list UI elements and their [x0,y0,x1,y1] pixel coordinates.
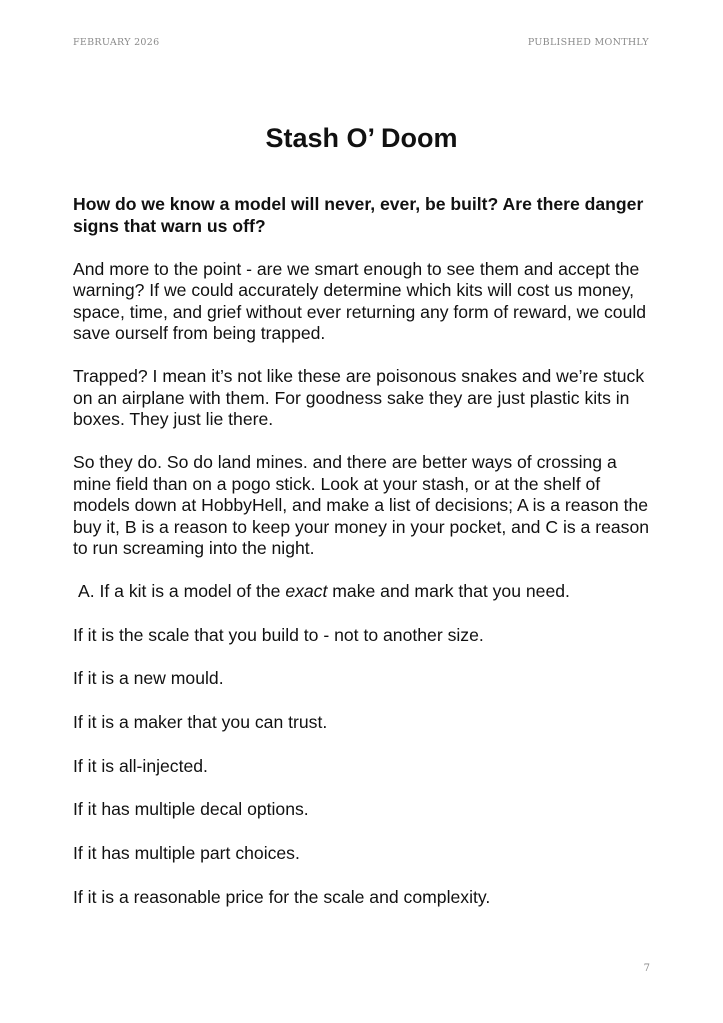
running-head-date: FEBRUARY 2026 [73,37,160,48]
criteria-item: If it is the scale that you build to - not to another size. [73,624,484,645]
criteria-item: If it is a maker that you can trust. [73,712,328,733]
criteria-item: If it is a reasonable price for the scale and complexity. [73,886,491,907]
article-body [73,194,653,931]
criteria-item: If it is a new mould. [73,668,224,689]
criteria-item: If it is all-injected. [73,755,208,776]
body-paragraph: So they do. So do land mines. and there are better ways of crossing a mine field than on a pogo stick. Look at your stash, or at the shelf of models down at HobbyHell, and make a list of decisions; A is a reason the buy it, B is a reason to keep your money in your pocket, and C is a reason to run screaming into the night. [73,452,650,558]
criteria-item [73,581,653,625]
body-paragraph: Trapped? I mean it’s not like these are poisonous snakes and we’re stuck on an airplane with them. For goodness sake they are just plastic kits in boxes. They just lie there. [73,366,645,429]
body-paragraph: And more to the point - are we smart enough to see them and accept the warning? If we could accurately determine which kits will cost us money, space, time, and grief without ever returning any form of reward, we could save ourself from being trapped. [73,258,647,343]
running-head-frequency: PUBLISHED MONTHLY [527,37,649,48]
page-number: 7 [643,963,650,974]
criteria-item: If it has multiple decal options. [73,799,309,820]
article-title: Stash O’ Doom [265,123,458,153]
criteria-emphasis: exact [285,581,328,601]
criteria-text: make and mark that you need. [327,581,570,601]
criteria-item: If it has multiple part choices. [73,843,300,864]
lead-question: How do we know a model will never, ever, be built? Are there danger signs that warn us off? [73,194,644,236]
criteria-text: A. If a kit is a model of the [78,581,286,601]
